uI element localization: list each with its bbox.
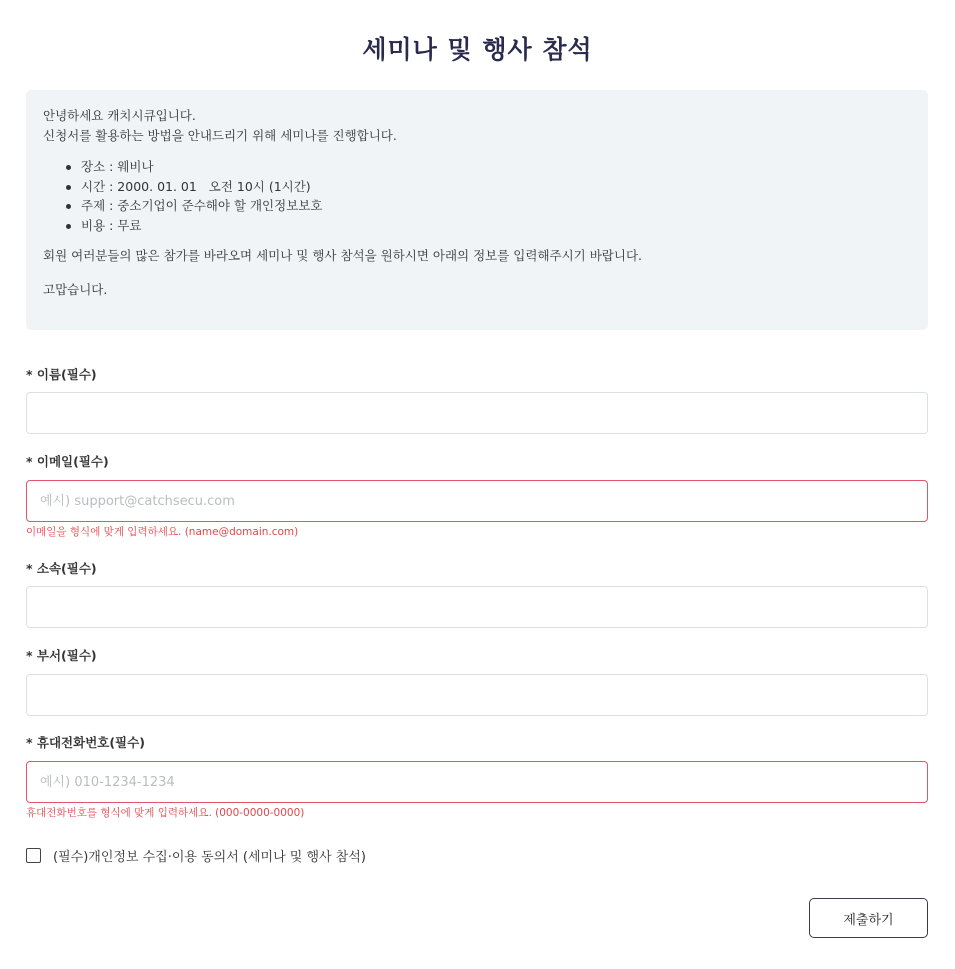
phone-label: * 휴대전화번호(필수) [26,735,145,750]
detail-time: 시간 : 2000. 01. 01 오전 10시 (1시간) [81,177,911,197]
consent-row[interactable] [26,846,366,865]
email-error-message: 이메일을 형식에 맞게 입력하세요. (name@domain.com) [26,526,299,538]
phone-input[interactable] [26,761,928,803]
consent-checkbox[interactable] [26,848,41,863]
affiliation-input[interactable] [26,586,928,628]
intro-invite: 회원 여러분들의 많은 참가를 바라오며 세미나 및 행사 참석을 원하시면 아래의 정보를 입력해주시기 바랍니다. [43,248,643,263]
intro-description: 신청서를 활용하는 방법을 안내드리기 위해 세미나를 진행합니다. [43,127,397,143]
phone-error-message: 휴대전화번호를 형식에 맞게 입력하세요. (000-0000-0000) [26,807,305,819]
intro-details-list [43,157,911,235]
consent-label[interactable]: (필수)개인정보 수집·이용 동의서 (세미나 및 행사 참석) [53,850,366,865]
email-label: * 이메일(필수) [26,454,109,469]
intro-thanks: 고맙습니다. [43,281,108,297]
department-input[interactable] [26,674,928,716]
page-title: 세미나 및 행사 참석 [362,35,593,64]
detail-topic: 주제 : 중소기업이 준수해야 할 개인정보보호 [81,196,911,216]
intro-box [26,90,928,330]
department-label: * 부서(필수) [26,648,97,663]
email-input[interactable] [26,480,928,522]
intro-greeting: 안녕하세요 캐치시큐입니다. [43,108,196,123]
name-label: * 이름(필수) [26,367,97,382]
name-input[interactable] [26,392,928,434]
submit-button[interactable]: 제출하기 [809,898,928,938]
affiliation-label: * 소속(필수) [26,561,97,576]
detail-cost: 비용 : 무료 [81,216,911,236]
detail-location: 장소 : 웨비나 [81,157,911,177]
